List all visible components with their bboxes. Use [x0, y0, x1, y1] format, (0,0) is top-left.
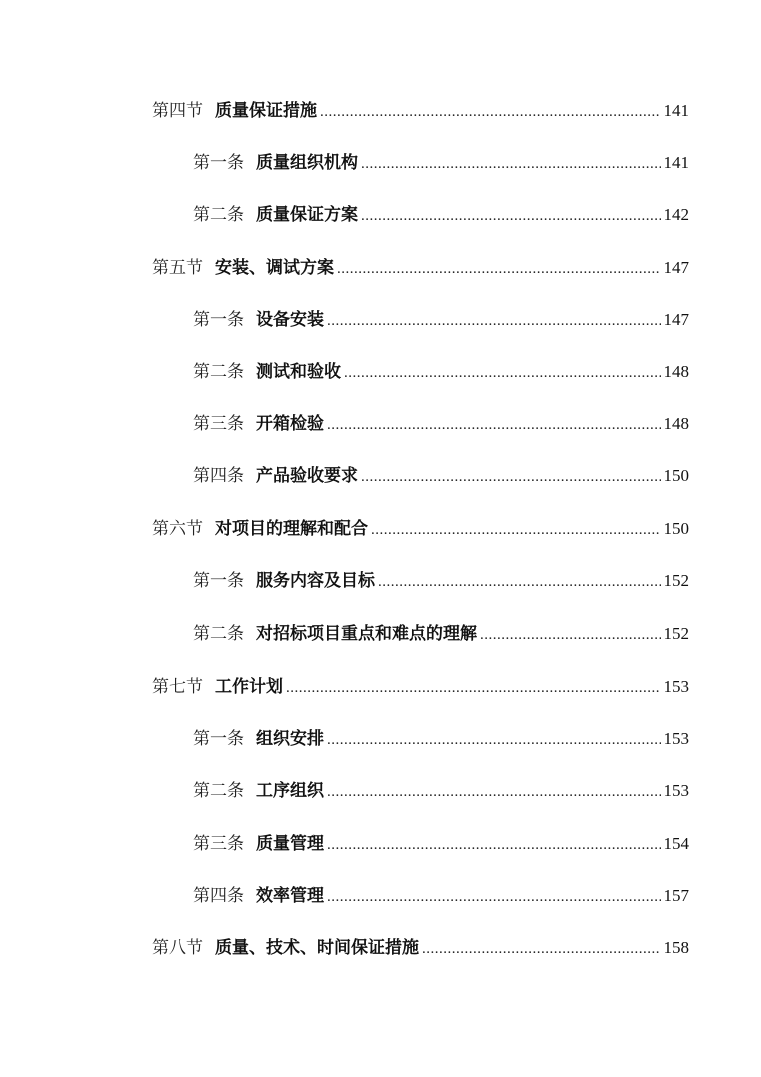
page-number: 158: [663, 938, 689, 957]
page-number: 141: [663, 153, 689, 172]
toc-entry-section-5[interactable]: [152, 255, 689, 281]
toc-entry-item[interactable]: [193, 150, 689, 176]
entry-number: 第二条: [193, 205, 244, 225]
entry-number: 第三条: [193, 834, 244, 854]
entry-title: 设备安装: [256, 310, 324, 330]
toc-entry-section-7[interactable]: [152, 674, 689, 700]
leader-dots: [422, 936, 661, 962]
leader-dots: [361, 151, 661, 177]
entry-number: 第六节: [152, 519, 203, 539]
leader-dots: [286, 675, 661, 701]
page-number: 147: [663, 258, 689, 277]
leader-dots: [327, 727, 661, 753]
entry-title: 测试和验收: [256, 362, 341, 382]
leader-dots: [378, 569, 661, 595]
toc-entry-item[interactable]: [193, 778, 689, 804]
leader-dots: [327, 412, 661, 438]
toc-entry-item[interactable]: [193, 568, 689, 594]
entry-title: 工作计划: [215, 677, 283, 697]
entry-title: 开箱检验: [256, 414, 324, 434]
entry-title: 工序组织: [256, 781, 324, 801]
toc-entry-item[interactable]: [193, 202, 689, 228]
leader-dots: [327, 779, 661, 805]
entry-number: 第八节: [152, 938, 203, 958]
page-number: 141: [663, 101, 689, 120]
toc-entry-item[interactable]: [193, 307, 689, 333]
entry-number: 第二条: [193, 624, 244, 644]
entry-title: 质量保证方案: [256, 205, 358, 225]
toc-entry-item[interactable]: [193, 463, 689, 489]
toc-entry-section-4[interactable]: [152, 98, 689, 124]
leader-dots: [327, 308, 661, 334]
entry-number: 第一条: [193, 729, 244, 749]
entry-title: 产品验收要求: [256, 466, 358, 486]
entry-title: 效率管理: [256, 886, 324, 906]
toc-entry-item[interactable]: [193, 831, 689, 857]
entry-number: 第四节: [152, 101, 203, 121]
entry-number: 第三条: [193, 414, 244, 434]
entry-number: 第七节: [152, 677, 203, 697]
entry-number: 第五节: [152, 258, 203, 278]
entry-title: 质量管理: [256, 834, 324, 854]
leader-dots: [361, 464, 661, 490]
leader-dots: [361, 203, 661, 229]
entry-title: 对项目的理解和配合: [215, 519, 368, 539]
entry-number: 第四条: [193, 466, 244, 486]
page-number: 157: [663, 886, 689, 905]
entry-title: 对招标项目重点和难点的理解: [256, 624, 477, 644]
toc-entry-item[interactable]: [193, 411, 689, 437]
page-number: 150: [663, 519, 689, 538]
toc-entry-item[interactable]: [193, 883, 689, 909]
page-number: 152: [663, 624, 689, 643]
entry-number: 第一条: [193, 310, 244, 330]
entry-number: 第二条: [193, 362, 244, 382]
page-number: 152: [663, 571, 689, 590]
leader-dots: [337, 256, 661, 282]
toc-entry-item[interactable]: [193, 359, 689, 385]
toc-entry-item[interactable]: [193, 621, 689, 647]
page-number: 148: [663, 362, 689, 381]
entry-title: 质量、技术、时间保证措施: [215, 938, 419, 958]
entry-number: 第四条: [193, 886, 244, 906]
entry-number: 第一条: [193, 153, 244, 173]
toc-entry-item[interactable]: [193, 726, 689, 752]
page-number: 153: [663, 729, 689, 748]
leader-dots: [371, 517, 661, 543]
toc-entry-section-6[interactable]: [152, 516, 689, 542]
page-number: 154: [663, 834, 689, 853]
entry-number: 第一条: [193, 571, 244, 591]
entry-title: 质量组织机构: [256, 153, 358, 173]
entry-title: 质量保证措施: [215, 101, 317, 121]
leader-dots: [480, 622, 661, 648]
entry-number: 第二条: [193, 781, 244, 801]
page-number: 153: [663, 677, 689, 696]
toc-entry-section-8[interactable]: [152, 935, 689, 961]
page-number: 150: [663, 466, 689, 485]
leader-dots: [344, 360, 661, 386]
page-number: 148: [663, 414, 689, 433]
page-number: 142: [663, 205, 689, 224]
entry-title: 安装、调试方案: [215, 258, 334, 278]
entry-title: 服务内容及目标: [256, 571, 375, 591]
leader-dots: [320, 99, 661, 125]
page-number: 153: [663, 781, 689, 800]
leader-dots: [327, 832, 661, 858]
leader-dots: [327, 884, 661, 910]
entry-title: 组织安排: [256, 729, 324, 749]
page-number: 147: [663, 310, 689, 329]
